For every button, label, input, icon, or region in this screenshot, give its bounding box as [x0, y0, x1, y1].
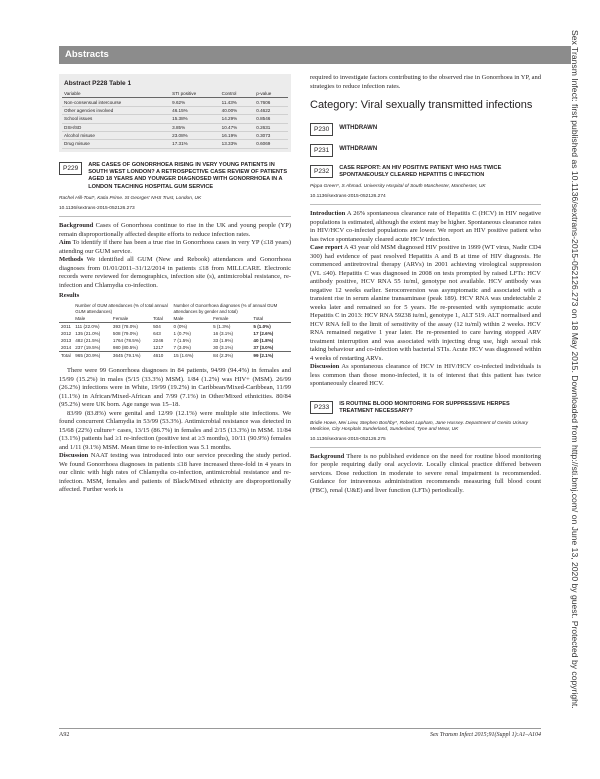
p230-header: [310, 123, 541, 136]
table2-subheader-cell: Total: [251, 315, 291, 323]
page-footer: [59, 728, 541, 738]
table2-cell: 393 (78.0%): [112, 324, 138, 330]
p233-background: Background There is no published evidence on the need for routine blood monitoring for people requiring daily oral acyclovir. Locally clinical practice differed between services. Dose reduction in moderate to severe renal impairment is recommended. Guidance for intravenous administration recommends measuring full blood count (FBC), renal (U&E) and liver function (LFTs) periodically.: [310, 452, 541, 494]
table2-cell: 5 (1.3%): [213, 324, 231, 330]
table1-cell: 23.08%: [170, 131, 219, 139]
table2-row: [59, 337, 291, 344]
separator: [310, 447, 541, 448]
table1-cell: 0.3073: [254, 131, 288, 139]
table2-cell: 7 (1.5%): [173, 338, 191, 344]
table2-cell: 965 (20.9%): [73, 352, 111, 360]
p232-case-report: Case report A 43 year old MSM diagnosed HIV positive in 1999 (WT virus, Nadir CD4 300) had evidence of past resolved Hepatitis A and B at time of HIV diagnosis. He commenced antiretroviral therapy (ARVs) in 2001 achieving virological suppression (VL ≤40). Hepatitis C was diagnosed in 2008 on tests prompted by raised LFTs: HCV antibody positive, HCV RNA 55 iu/ml, genotype not available. HCV antibody was negative 12 weeks earlier. Seroconversion was asymptomatic and associated with a transient rise in serum alanine transaminase (peak 189). HCV RNA was undetectable 2 weeks later and remained so for 5 years. He re-presented with symptomatic acute Hepatitis C in 2013: HCV RNA 59238 iu/ml, genotype 1, ALT 519. ALT normalised and HCV RNA fell to the limit of sensitivity of the assay (12 iu/ml) within 2 weeks. HCV RNA remained negative 1 year later. He re-presented to care having stopped ARV treatment interruption and was associated with injecting drug use, high sexual risk taking behaviour and co-infection with bacterial STIs. Acute HCV was diagnosed within 4 weeks of restarting ARVs.: [310, 244, 541, 362]
table2-cell: 2246: [153, 338, 164, 344]
table1-row: [62, 98, 288, 106]
table1-cell: 10.47%: [220, 123, 255, 131]
p232-id: P232: [310, 165, 333, 178]
p232-introduction: Introduction A 26% spontaneous clearance rate of Hepatitis C (HCV) in HIV negative populations is estimated, although the extent may be higher. Spontaneous clearance rates in HIV/HCV co-infected populations are lower. We report an HIV positive patient who has twice spontaneously cleared acute HCV infection.: [310, 210, 541, 243]
table1-cell: 13.33%: [220, 140, 255, 148]
p233-authors: Bridie Howe, Mei Liew, Stephen Boshby*, Robert Lapham, Jane Hussey. Department of Genito Urinary Medicine, City Hospitals Sunderland, Sunderland, Tyne and Wear, UK: [310, 420, 529, 432]
section-banner: Abstracts: [59, 46, 571, 64]
table2-cell: 15 (1.6%): [172, 352, 212, 360]
table1-cell: Alcohol misuse: [62, 131, 170, 139]
p229-discussion: Discussion NAAT testing was introduced into our service preceding the study period. We found Gonorrhoea diagnoses in patients ≤18 have increased three-fold in 4 years in our clinic with high rates of Chlamydia co-infection, antimicrobial resistance and re-infection. MSM, females and patients of Black/Mixed ethnicity are disproportionally affected. Further work is: [59, 452, 291, 494]
table2-cell: 2013: [61, 338, 72, 344]
table2-cell: 16 (3.1%): [213, 331, 233, 337]
p230-id: P230: [310, 123, 333, 136]
table2-group1: Number of GUM attendances (% of total annual GUM attendances): [75, 303, 168, 314]
p229-doi[interactable]: 10.1136/sextrans-2015-052126.273: [59, 206, 135, 212]
table1-header-cell: Control: [220, 90, 255, 98]
table1-cell: DSH/SD: [62, 123, 170, 131]
table1-cell: 11.43%: [220, 98, 255, 106]
table2-cell: 4610: [151, 352, 171, 360]
table1-cell: 17.31%: [170, 140, 219, 148]
table2-cell: 2011: [61, 324, 71, 330]
table2-cell: 237 (19.5%): [75, 345, 101, 351]
p229-results-1: There were 99 Gonorrhoea diagnoses in 84 patients, 94/99 (94.4%) in females and 15/99 (15.2%) in males (5/15 (33.3%) MSM). 1/84 (1.2%) was HIV+ (MSM). 26/99 (26.2%) infections were in White, 19/99 (19.2%) in Caribbean/Mixed-Caribbean, 11/99 (11.1%) in African/Mixed-African and 7/99 (7.1%) in Other/Mixed ethnicities. 80/84 (95.2%) were UK born. Age range was 15–18.: [59, 367, 291, 409]
p231-header: [310, 144, 541, 157]
table2-row: [59, 344, 291, 352]
table2-cell: 2012: [61, 331, 72, 337]
table2-subheader-cell: [59, 315, 73, 323]
p229-methods: Methods We identified all GUM (New and Rebook) attendances and Gonorrhoea diagnoses from 01/01/2011–31/12/2014 in patients ≤18 from MILLCARE. Electronic records were reviewed for demographics, infection site (s), antimicrobial resistance, re-infection and Chlamydia co-infection.: [59, 256, 291, 289]
p231-title: WITHDRAWN: [339, 146, 378, 153]
table1: [62, 90, 288, 149]
p230-title: WITHDRAWN: [339, 125, 378, 132]
p233-header: [310, 401, 541, 416]
p229-header: [59, 162, 291, 192]
table1-row: [62, 115, 288, 123]
table1-cell: 0.8546: [254, 115, 288, 123]
p229-background: Background Cases of Gonorrhoea continue to rise in the UK and young people (YP) remain disproportionally affected despite efforts to reduce infection rates.: [59, 222, 291, 238]
table2-subheader-cell: Female: [111, 315, 151, 323]
table1-row: [62, 123, 288, 131]
table2-cell: 504: [153, 324, 161, 330]
table2-cell: 508 (79.0%): [112, 331, 138, 337]
table1-row: [62, 140, 288, 148]
table2-cell: 40 (1.8%): [253, 338, 274, 344]
table1-cell: 46.15%: [170, 106, 219, 114]
table2-cell: Total: [59, 352, 73, 360]
table1-title: Abstract P228 Table 1: [64, 80, 132, 87]
table2-cell: 111 (22.0%): [75, 324, 100, 330]
table2-cell: 84 (2.3%): [211, 352, 251, 360]
journal-citation: Sex Transm Infect 2015;91(Suppl 1):A1–A104: [430, 732, 541, 738]
table2-cell: 0 (0%): [173, 324, 188, 330]
table2-subheader-cell: Male: [172, 315, 212, 323]
table1-cell: 14.29%: [220, 115, 255, 123]
p229-aim: Aim To identify if there has been a true rise in Gonorrhoea cases in very YP (≤18 years) attending our GUM service.: [59, 239, 291, 255]
p232-discussion: Discussion As spontaneous clearance of HCV in HIV/HCV co-infected individuals is less common than those mono-infected, it is of interest that this patient has twice spontaneously cleared HCV.: [310, 363, 541, 388]
p233-title: IS ROUTINE BLOOD MONITORING FOR SUPPRESSIVE HERPES TREATMENT NECESSARY?: [339, 400, 510, 415]
left-column: [59, 74, 291, 495]
table2-cell: 17 (2.6%): [253, 331, 274, 337]
table1-cell: Non-consensual intercourse: [62, 98, 170, 106]
table1-header-cell: p-value: [254, 90, 288, 98]
p232-title: CASE REPORT: AN HIV POSITIVE PATIENT WHO HAS TWICE SPONTANEOUSLY CLEARED HEPATITIS C INFECTION: [339, 164, 502, 178]
table1-cell: 9.62%: [170, 98, 219, 106]
table1-cell: Other agencies involved: [62, 106, 170, 114]
p229-continuation: required to investigate factors contributing to the observed rise in Gonorrhoea in YP, and strategies to reduce infection rates.: [310, 74, 541, 90]
p231-id: P231: [310, 144, 333, 157]
p232-header: [310, 165, 541, 180]
table2-cell: 99 (2.1%): [251, 352, 291, 360]
table1-cell: 0.4622: [254, 106, 288, 114]
table2-cell: 2014: [61, 345, 72, 351]
table1-row: [62, 131, 288, 139]
table1-cell: Drug misuse: [62, 140, 170, 148]
table1-cell: School issues: [62, 115, 170, 123]
table2-cell: 1 (0.7%): [173, 331, 191, 337]
table2-cell: 980 (80.5%): [112, 345, 138, 351]
table2-cell: 33 (1.9%): [213, 338, 233, 344]
table1-row: [62, 106, 288, 114]
table2-cell: 1764 (78.5%): [112, 338, 141, 344]
table2-cell: 3645 (79.1%): [111, 352, 151, 360]
table1-cell: 40.00%: [220, 106, 255, 114]
table1-cell: 0.7606: [254, 98, 288, 106]
category-heading: Category: Viral sexually transmitted infections: [310, 99, 533, 111]
table1-cell: 0.2631: [254, 123, 288, 131]
table2-cell: 482 (21.5%): [75, 338, 101, 344]
p233-id: P233: [310, 401, 333, 414]
right-column: [310, 74, 541, 495]
table2-cell: 5 (1.0%): [253, 324, 271, 330]
table2-cell: 37 (3.0%): [253, 345, 274, 351]
p233-doi[interactable]: 10.1136/sextrans-2015-052126.275: [310, 436, 386, 442]
p229-authors: Rachel Hill-Tout*, Katia Prime. St Georges' NHS Trust, London, UK: [59, 196, 202, 202]
table2-group2: Number of Gonorrhoea diagnoses (% of annual GUM attendances by gender and total): [173, 303, 278, 314]
separator: [310, 204, 541, 205]
separator: [59, 216, 291, 217]
table1-cell: 15.38%: [170, 115, 219, 123]
table1-cell: 16.19%: [220, 131, 255, 139]
table1-cell: 3.85%: [170, 123, 219, 131]
p229-results-2: 83/99 (83.8%) were genital and 12/99 (12.1%) were multiple site infections. We found concurrent Chlamydia in 53/99 (53.3%). Antimicrobial resistance was detected in 15/68 (22%) culture+ cases, 13/15 (86.7%) in females and 2/15 (13.3%) in MSM. 11/84 (13.1%) patients had ≥1 re-infection (positive test at ≥3 months), 10/11 (90.9%) females and 1/11 (9.1%) MSM. Mean time to re-infection was 5.1 months.: [59, 409, 291, 451]
table2-row: [59, 330, 291, 337]
p229-id: P229: [59, 162, 82, 175]
table2-row: [59, 323, 291, 331]
table2-cell: 643: [153, 331, 161, 337]
table2: [59, 302, 291, 359]
page-number: A92: [59, 732, 70, 738]
p232-doi[interactable]: 10.1136/sextrans-2015-052126.274: [310, 194, 386, 200]
table2-cell: 135 (21.0%): [75, 331, 101, 337]
table1-box: [59, 74, 291, 152]
table2-subheader-cell: Male: [73, 315, 111, 323]
side-watermark-text: Sex Transm Infect: first published as 10.1136/sextrans-2015-052126.273 on 18 May 2015. Downloaded from http://sti.bmj.com/ on June 13, 2020 by guest. Protected by copyright.: [570, 30, 580, 709]
side-watermark: [572, 30, 586, 730]
p229-results-heading: Results: [59, 292, 80, 300]
table2-subheader-cell: Female: [211, 315, 251, 323]
table2-cell: 1217: [153, 345, 164, 351]
table2-cell: 7 (3.0%): [173, 345, 191, 351]
p229-title: ARE CASES OF GONORRHOEA RISING IN VERY YOUNG PATIENTS IN SOUTH WEST LONDON? A RETROSPECTIVE CASE REVIEW OF PATIENTS AGED 18 YEARS AND YOUNGER DIAGNOSED WITH GONORRHOEA IN A LONDON TEACHING HOSPITAL GUM SERVICE: [88, 161, 288, 190]
table2-cell: 30 (3.1%): [213, 345, 233, 351]
table1-cell: 0.6069: [254, 140, 288, 148]
p232-authors: Pippa Green*, S Ahmad. University Hospital of South Manchester, Manchester, UK: [310, 184, 486, 190]
table2-subheader-cell: Total: [151, 315, 171, 323]
table2-row: [59, 352, 291, 360]
table1-header-cell: Variable: [62, 90, 170, 98]
table1-header-cell: STI positive: [170, 90, 219, 98]
